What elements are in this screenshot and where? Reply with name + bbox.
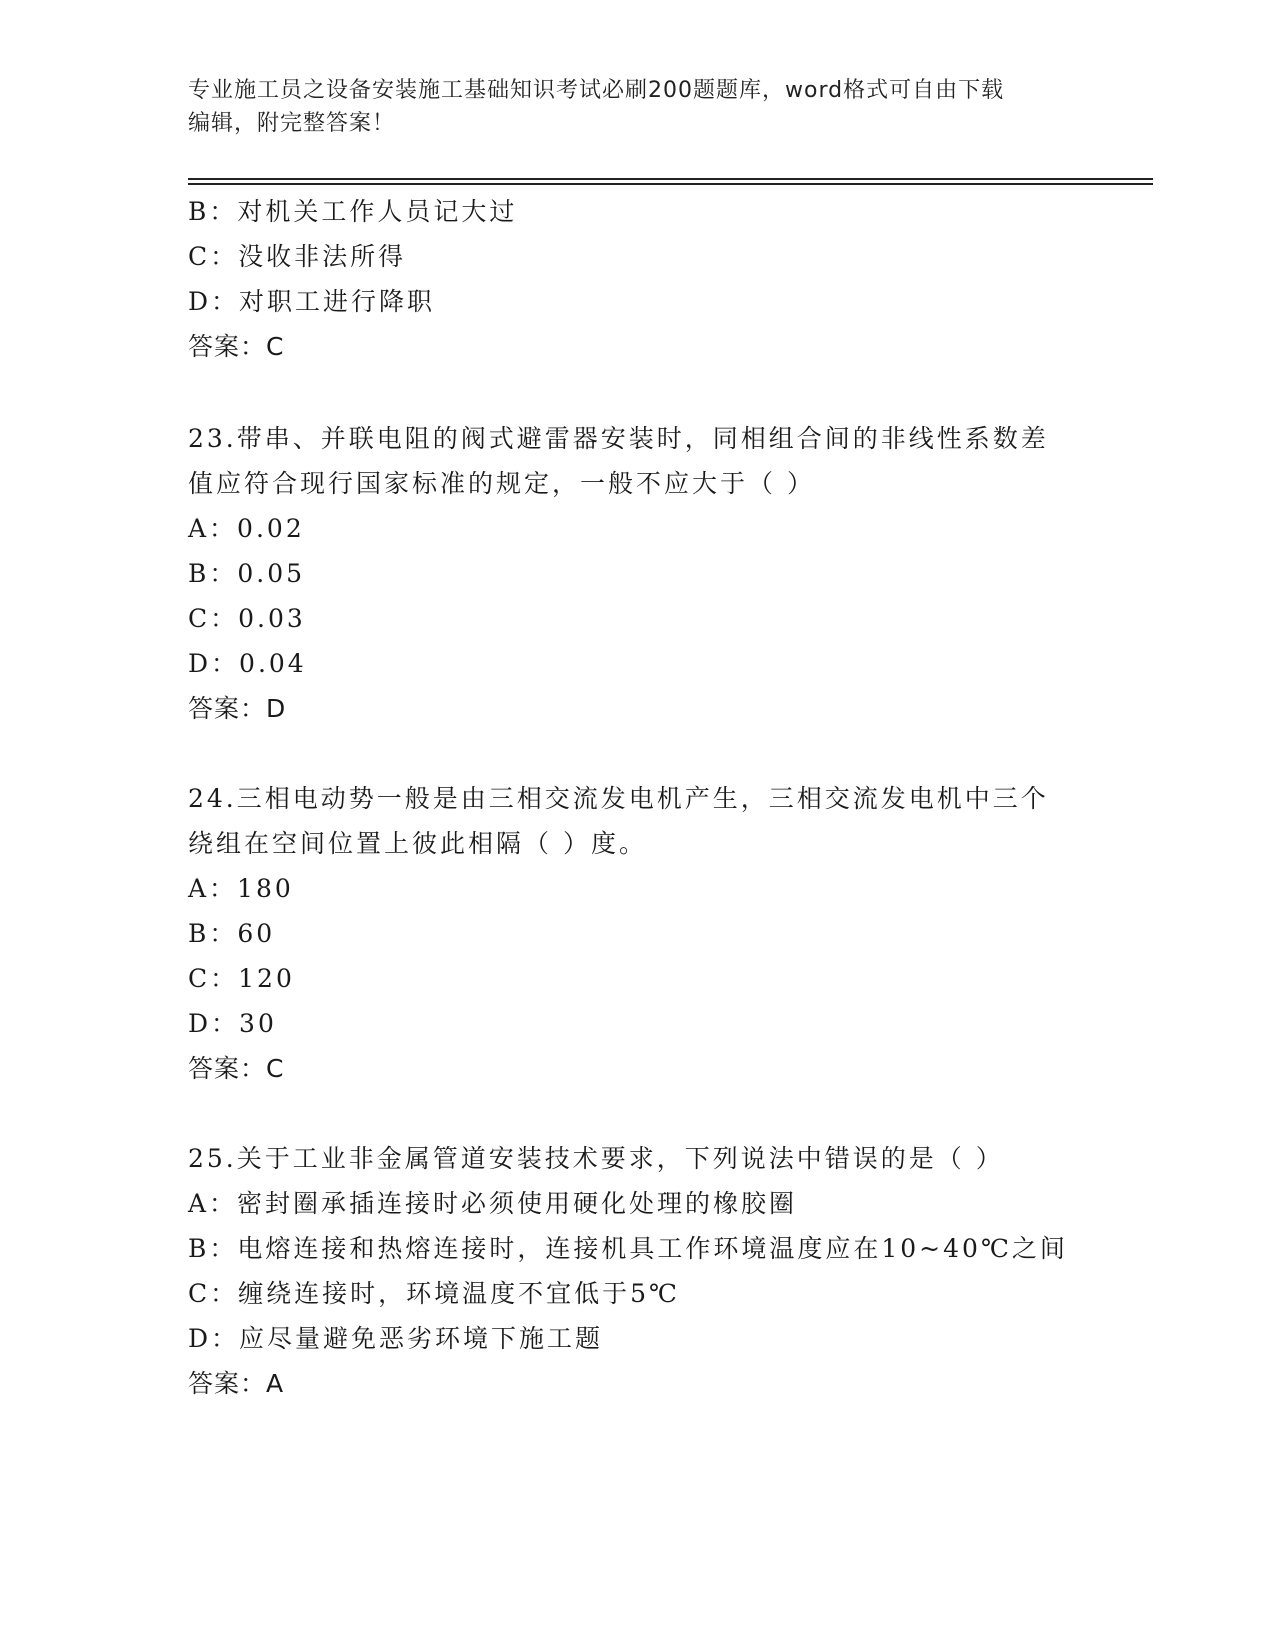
q25-answer: 答案：A xyxy=(188,1369,285,1398)
q23-option-d: D：0.04 xyxy=(188,649,307,678)
q24-answer: 答案：C xyxy=(188,1054,285,1083)
header-divider-top xyxy=(188,178,1153,180)
q25-option-b: B：电熔连接和热熔连接时，连接机具工作环境温度应在10~40℃之间 xyxy=(188,1234,1068,1263)
header-title-line-2: 编辑，附完整答案！ xyxy=(188,111,396,136)
q24-option-c: C：120 xyxy=(188,964,295,993)
q25-option-a: A：密封圈承插连接时必须使用硬化处理的橡胶圈 xyxy=(188,1189,798,1218)
q23-option-a: A：0.02 xyxy=(188,514,305,543)
q25-option-d: D：应尽量避免恶劣环境下施工题 xyxy=(188,1324,604,1353)
q24-stem-line-2: 绕组在空间位置上彼此相隔（ ）度。 xyxy=(188,829,647,858)
q22-option-c: C：没收非法所得 xyxy=(188,242,407,271)
q24-option-d: D：30 xyxy=(188,1009,277,1038)
q23-stem-line-2: 值应符合现行国家标准的规定，一般不应大于（ ） xyxy=(188,469,815,498)
header-divider-bottom xyxy=(188,183,1153,185)
q24-option-b: B：60 xyxy=(188,919,276,948)
header-title-line-1: 专业施工员之设备安装施工基础知识考试必刷200题题库，word格式可自由下载 xyxy=(188,78,1005,103)
q24-option-a: A：180 xyxy=(188,874,294,903)
q22-answer: 答案：C xyxy=(188,332,285,361)
q23-option-b: B：0.05 xyxy=(188,559,306,588)
q22-option-d: D：对职工进行降职 xyxy=(188,287,436,316)
q23-option-c: C：0.03 xyxy=(188,604,306,633)
q23-stem-line-1: 23.带串、并联电阻的阀式避雷器安装时，同相组合间的非线性系数差 xyxy=(188,424,1049,453)
q22-option-b: B：对机关工作人员记大过 xyxy=(188,197,518,226)
q25-option-c: C：缠绕连接时，环境温度不宜低于5℃ xyxy=(188,1279,681,1308)
q25-stem-line-1: 25.关于工业非金属管道安装技术要求，下列说法中错误的是（ ） xyxy=(188,1144,1004,1173)
q24-stem-line-1: 24.三相电动势一般是由三相交流发电机产生，三相交流发电机中三个 xyxy=(188,784,1049,813)
document-header xyxy=(188,74,1088,140)
q23-answer: 答案：D xyxy=(188,694,287,723)
